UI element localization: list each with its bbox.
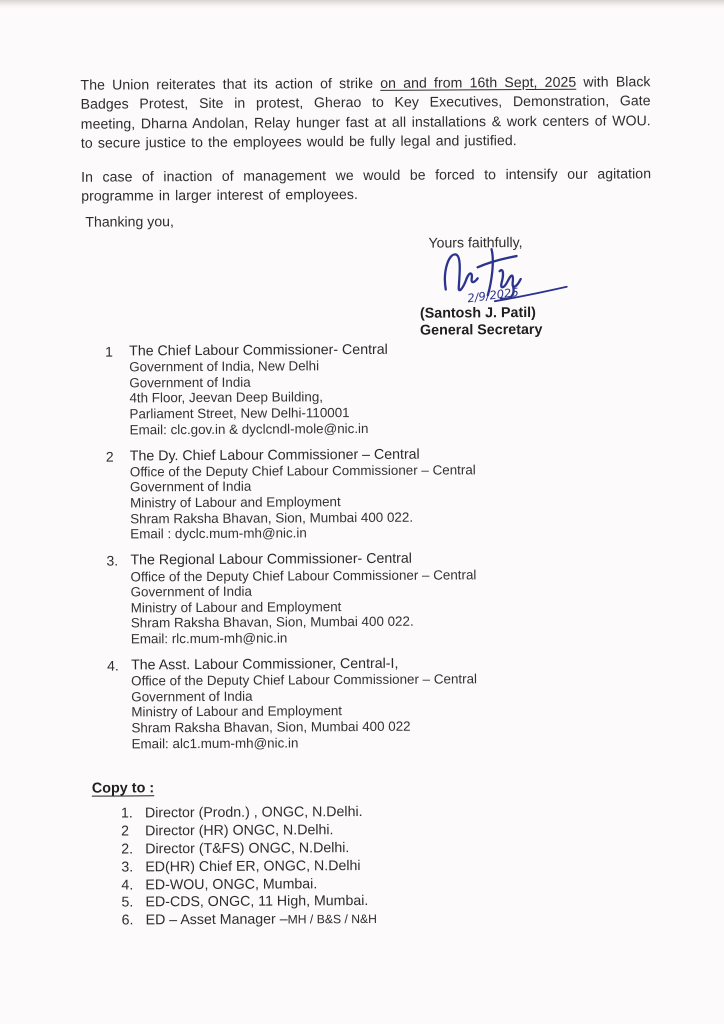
signatory-title: General Secretary [419,321,543,339]
copy-item-text: Director (Prodn.) , ONGC, N.Delhi. [144,804,363,822]
recipient-address [130,550,587,647]
recipient-line: Parliament Street, New Delhi-110001 [129,405,350,422]
recipient-number: 1 [105,343,113,360]
copy-to-list [121,803,542,931]
para1-text-post: with Black Badges Protest, Site in protest, Gherao to Key Executives, Demonstration, Gate meeting, Dharna Andolan, Relay hunger fast at all installations & work centers of WOU. to secure justice to the employees would be fully legal and justified. [80,73,651,151]
recipient-line: Office of the Deputy Chief Labour Commissioner – Central [131,671,478,689]
thanking-line: Thanking you, [85,213,174,230]
copy-item-text: Director (T&FS) ONGC, N.Delhi. [145,839,350,858]
body-paragraph-1 [80,72,650,153]
copy-item-text: Director (HR) ONGC, N.Delhi. [145,822,334,840]
recipient-line: Ministry of Labour and Employment [130,598,342,616]
copy-item-number: 3. [121,859,134,876]
recipient-list [105,341,588,763]
signatory-name: (Santosh J. Patil) [419,304,536,322]
recipient-line: Government of India [131,688,253,705]
copy-item-text: ED-WOU, ONGC, Mumbai. [145,875,318,893]
recipient-number: 2 [105,448,114,465]
recipient-email-line: Email: rlc.mum-mh@nic.in [130,630,288,647]
recipient-item-3 [106,550,587,647]
recipient-email-line: Email : dyclc.mum-mh@nic.in [130,525,307,542]
recipient-line: Shram Raksha Bhavan, Sion, Mumbai 400 022. [130,614,414,631]
recipient-line: Government of India [129,374,251,391]
recipient-title: The Dy. Chief Labour Commissioner – Central [129,446,420,465]
recipient-address [130,445,587,542]
closing-salutation: Yours faithfully, [428,234,523,251]
recipient-item-4 [107,655,588,752]
signature-handwriting [439,244,569,309]
copy-to-heading: Copy to : [91,780,155,797]
recipient-line: Government of India, New Delhi [129,358,320,375]
copy-item-7 [122,910,542,930]
signature-date: 2/9/2025 [466,284,520,306]
para1-text-pre: The Union reiterates that its action of strike [80,74,381,93]
copy-item-text-small: MH / B&S / N&H [287,912,378,927]
recipient-line: Ministry of Labour and Employment [131,703,343,720]
recipient-title: The Regional Labour Commissioner- Central [130,551,412,569]
copy-item-number: 2. [121,841,134,858]
strike-date-underlined: on and from 16th Sept, 2025 [380,73,577,91]
recipient-line: Ministry of Labour and Employment [130,494,341,511]
body-paragraph-2: In case of inaction of management we would be forced to intensify our agitation programme in larger interest of employees. [81,165,652,205]
recipient-number: 3. [106,552,119,569]
copy-item-text: ED – Asset Manager – [145,911,288,929]
copy-item-number: 6. [121,912,134,929]
copy-item-text: ED(HR) Chief ER, ONGC, N.Delhi [145,857,361,876]
recipient-line: Shram Raksha Bhavan, Sion, Mumbai 400 022 [131,718,411,736]
recipient-address [129,341,586,438]
recipient-email-line: Email: clc.gov.in & dyclcndl-mole@nic.in [129,420,369,438]
copy-item-number: 4. [121,876,134,894]
copy-item-number: 5. [121,894,134,911]
recipient-title: The Asst. Labour Commissioner, Central-I, [131,655,399,674]
recipient-line: Government of India [130,583,252,600]
recipient-title: The Chief Labour Commissioner- Central [129,341,388,360]
recipient-item-2 [106,445,587,542]
recipient-line: Office of the Deputy Chief Labour Commissioner – Central [129,462,476,480]
recipient-line: Office of the Deputy Chief Labour Commissioner – Central [130,566,477,584]
copy-item-text: ED-CDS, ONGC, 11 High, Mumbai. [145,893,369,911]
recipient-email-line: Email: alc1.mum-mh@nic.in [131,734,299,752]
recipient-address [131,655,588,752]
recipient-number: 4. [107,657,119,674]
recipient-line: Shram Raksha Bhavan, Sion, Mumbai 400 022. [130,509,414,527]
copy-item-number: 2 [121,823,130,840]
recipient-item-1 [105,341,586,438]
recipient-line: Government of India [129,479,252,495]
recipient-line: 4th Floor, Jeevan Deep Building, [129,389,324,406]
copy-item-number: 1. [120,805,133,822]
